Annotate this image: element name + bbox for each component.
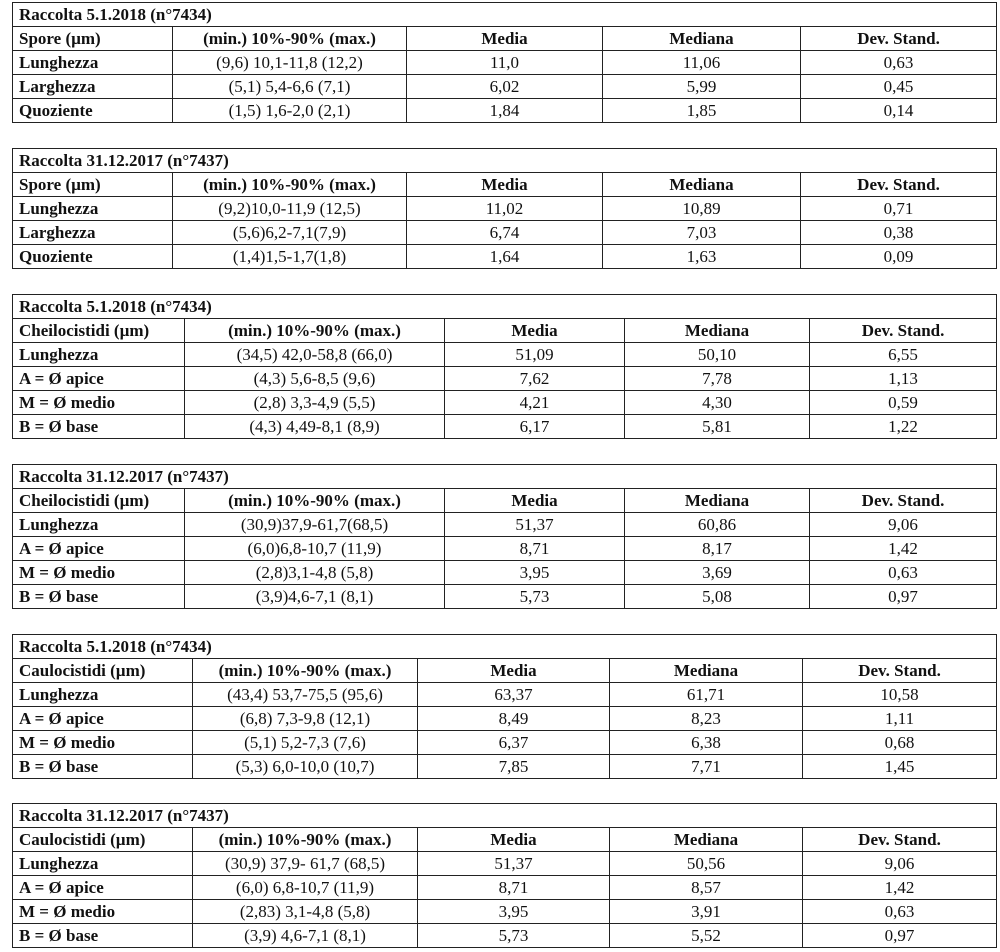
row-label: Larghezza <box>13 75 173 99</box>
header-median: Mediana <box>625 489 810 513</box>
cell-mean: 7,62 <box>445 367 625 391</box>
table-row <box>13 924 997 948</box>
table-row <box>13 367 997 391</box>
cell-stddev: 0,45 <box>801 75 997 99</box>
cell-range: (4,3) 4,49-8,1 (8,9) <box>185 415 445 439</box>
cheilocistidi-table-7437 <box>12 464 997 609</box>
table-row <box>13 343 997 367</box>
caulocistidi-table-7434 <box>12 634 997 779</box>
table-row <box>13 707 997 731</box>
cell-range: (34,5) 42,0-58,8 (66,0) <box>185 343 445 367</box>
cell-mean: 3,95 <box>418 900 610 924</box>
cell-median: 1,85 <box>603 99 801 123</box>
table-row <box>13 683 997 707</box>
header-mean: Media <box>445 489 625 513</box>
row-label: Quoziente <box>13 99 173 123</box>
cell-range: (5,1) 5,4-6,6 (7,1) <box>173 75 407 99</box>
table-row <box>13 731 997 755</box>
row-label: B = Ø base <box>13 415 185 439</box>
cell-stddev: 6,55 <box>810 343 997 367</box>
cell-range: (9,2)10,0-11,9 (12,5) <box>173 197 407 221</box>
cell-range: (2,8) 3,3-4,9 (5,5) <box>185 391 445 415</box>
cell-stddev: 0,38 <box>801 221 997 245</box>
table-row <box>13 99 997 123</box>
header-measure: Cheilocistidi (µm) <box>13 319 185 343</box>
table-caption: Raccolta 5.1.2018 (n°7434) <box>13 295 997 319</box>
cell-stddev: 10,58 <box>803 683 997 707</box>
row-label: B = Ø base <box>13 924 193 948</box>
header-mean: Media <box>407 27 603 51</box>
cell-range: (6,0)6,8-10,7 (11,9) <box>185 537 445 561</box>
cell-range: (4,3) 5,6-8,5 (9,6) <box>185 367 445 391</box>
row-label: M = Ø medio <box>13 391 185 415</box>
row-label: Lunghezza <box>13 51 173 75</box>
cell-stddev: 1,13 <box>810 367 997 391</box>
cell-range: (1,5) 1,6-2,0 (2,1) <box>173 99 407 123</box>
cell-mean: 6,17 <box>445 415 625 439</box>
row-label: A = Ø apice <box>13 537 185 561</box>
cheilocistidi-table-7434 <box>12 294 997 439</box>
header-measure: Spore (µm) <box>13 173 173 197</box>
cell-range: (1,4)1,5-1,7(1,8) <box>173 245 407 269</box>
cell-mean: 5,73 <box>418 924 610 948</box>
cell-range: (43,4) 53,7-75,5 (95,6) <box>193 683 418 707</box>
cell-median: 5,52 <box>610 924 803 948</box>
row-label: Lunghezza <box>13 197 173 221</box>
cell-range: (30,9)37,9-61,7(68,5) <box>185 513 445 537</box>
cell-range: (3,9) 4,6-7,1 (8,1) <box>193 924 418 948</box>
header-median: Mediana <box>610 828 803 852</box>
table-row <box>13 415 997 439</box>
spore-table-7437 <box>12 148 997 269</box>
cell-range: (2,83) 3,1-4,8 (5,8) <box>193 900 418 924</box>
table-row <box>13 221 997 245</box>
cell-mean: 51,37 <box>418 852 610 876</box>
cell-mean: 6,02 <box>407 75 603 99</box>
cell-mean: 3,95 <box>445 561 625 585</box>
table-row <box>13 755 997 779</box>
table-caption: Raccolta 31.12.2017 (n°7437) <box>13 465 997 489</box>
table-row <box>13 561 997 585</box>
header-measure: Cheilocistidi (µm) <box>13 489 185 513</box>
cell-median: 61,71 <box>610 683 803 707</box>
row-label: Lunghezza <box>13 852 193 876</box>
cell-median: 50,10 <box>625 343 810 367</box>
table-row <box>13 537 997 561</box>
header-range: (min.) 10%-90% (max.) <box>185 319 445 343</box>
cell-median: 7,78 <box>625 367 810 391</box>
cell-median: 8,57 <box>610 876 803 900</box>
cell-mean: 7,85 <box>418 755 610 779</box>
table-caption: Raccolta 5.1.2018 (n°7434) <box>13 635 997 659</box>
cell-stddev: 0,14 <box>801 99 997 123</box>
cell-median: 50,56 <box>610 852 803 876</box>
cell-median: 8,23 <box>610 707 803 731</box>
header-stddev: Dev. Stand. <box>803 828 997 852</box>
row-label: A = Ø apice <box>13 367 185 391</box>
row-label: M = Ø medio <box>13 561 185 585</box>
cell-stddev: 0,59 <box>810 391 997 415</box>
cell-stddev: 1,45 <box>803 755 997 779</box>
caulocistidi-table-7437 <box>12 803 997 948</box>
row-label: Quoziente <box>13 245 173 269</box>
header-mean: Media <box>418 659 610 683</box>
cell-mean: 6,37 <box>418 731 610 755</box>
row-label: B = Ø base <box>13 585 185 609</box>
row-label: B = Ø base <box>13 755 193 779</box>
table-row <box>13 876 997 900</box>
cell-stddev: 9,06 <box>810 513 997 537</box>
row-label: Lunghezza <box>13 683 193 707</box>
cell-mean: 1,64 <box>407 245 603 269</box>
cell-range: (2,8)3,1-4,8 (5,8) <box>185 561 445 585</box>
header-range: (min.) 10%-90% (max.) <box>173 173 407 197</box>
table-row <box>13 585 997 609</box>
cell-range: (5,3) 6,0-10,0 (10,7) <box>193 755 418 779</box>
cell-mean: 5,73 <box>445 585 625 609</box>
header-mean: Media <box>407 173 603 197</box>
cell-stddev: 0,09 <box>801 245 997 269</box>
cell-stddev: 1,42 <box>803 876 997 900</box>
cell-median: 3,91 <box>610 900 803 924</box>
table-caption: Raccolta 5.1.2018 (n°7434) <box>13 3 997 27</box>
row-label: Lunghezza <box>13 343 185 367</box>
table-row <box>13 245 997 269</box>
cell-median: 8,17 <box>625 537 810 561</box>
cell-mean: 6,74 <box>407 221 603 245</box>
cell-range: (3,9)4,6-7,1 (8,1) <box>185 585 445 609</box>
cell-median: 60,86 <box>625 513 810 537</box>
header-stddev: Dev. Stand. <box>801 173 997 197</box>
cell-stddev: 1,42 <box>810 537 997 561</box>
row-label: A = Ø apice <box>13 707 193 731</box>
cell-median: 5,81 <box>625 415 810 439</box>
header-measure: Caulocistidi (µm) <box>13 659 193 683</box>
header-mean: Media <box>418 828 610 852</box>
cell-stddev: 0,63 <box>801 51 997 75</box>
cell-range: (5,6)6,2-7,1(7,9) <box>173 221 407 245</box>
cell-mean: 51,09 <box>445 343 625 367</box>
cell-mean: 8,71 <box>445 537 625 561</box>
header-median: Mediana <box>603 27 801 51</box>
header-measure: Spore (µm) <box>13 27 173 51</box>
table-row <box>13 51 997 75</box>
cell-median: 5,08 <box>625 585 810 609</box>
cell-mean: 11,02 <box>407 197 603 221</box>
cell-stddev: 0,68 <box>803 731 997 755</box>
cell-median: 11,06 <box>603 51 801 75</box>
cell-mean: 8,49 <box>418 707 610 731</box>
spore-table-7434 <box>12 2 997 123</box>
header-range: (min.) 10%-90% (max.) <box>173 27 407 51</box>
cell-mean: 51,37 <box>445 513 625 537</box>
header-range: (min.) 10%-90% (max.) <box>185 489 445 513</box>
row-label: M = Ø medio <box>13 900 193 924</box>
cell-median: 1,63 <box>603 245 801 269</box>
header-stddev: Dev. Stand. <box>810 319 997 343</box>
header-mean: Media <box>445 319 625 343</box>
row-label: Lunghezza <box>13 513 185 537</box>
cell-range: (5,1) 5,2-7,3 (7,6) <box>193 731 418 755</box>
cell-range: (6,8) 7,3-9,8 (12,1) <box>193 707 418 731</box>
cell-stddev: 1,11 <box>803 707 997 731</box>
cell-mean: 8,71 <box>418 876 610 900</box>
header-stddev: Dev. Stand. <box>801 27 997 51</box>
table-row <box>13 513 997 537</box>
header-stddev: Dev. Stand. <box>803 659 997 683</box>
header-stddev: Dev. Stand. <box>810 489 997 513</box>
cell-mean: 63,37 <box>418 683 610 707</box>
table-row <box>13 852 997 876</box>
cell-median: 10,89 <box>603 197 801 221</box>
cell-range: (9,6) 10,1-11,8 (12,2) <box>173 51 407 75</box>
cell-median: 7,71 <box>610 755 803 779</box>
cell-stddev: 0,97 <box>810 585 997 609</box>
header-median: Mediana <box>603 173 801 197</box>
table-row <box>13 197 997 221</box>
cell-stddev: 1,22 <box>810 415 997 439</box>
cell-median: 7,03 <box>603 221 801 245</box>
header-measure: Caulocistidi (µm) <box>13 828 193 852</box>
cell-median: 5,99 <box>603 75 801 99</box>
cell-stddev: 0,97 <box>803 924 997 948</box>
cell-mean: 11,0 <box>407 51 603 75</box>
table-row <box>13 391 997 415</box>
cell-stddev: 9,06 <box>803 852 997 876</box>
cell-median: 6,38 <box>610 731 803 755</box>
row-label: A = Ø apice <box>13 876 193 900</box>
cell-stddev: 0,63 <box>803 900 997 924</box>
header-range: (min.) 10%-90% (max.) <box>193 828 418 852</box>
table-row <box>13 900 997 924</box>
table-caption: Raccolta 31.12.2017 (n°7437) <box>13 149 997 173</box>
table-row <box>13 75 997 99</box>
cell-stddev: 0,63 <box>810 561 997 585</box>
cell-mean: 4,21 <box>445 391 625 415</box>
header-median: Mediana <box>625 319 810 343</box>
row-label: Larghezza <box>13 221 173 245</box>
cell-median: 4,30 <box>625 391 810 415</box>
cell-range: (30,9) 37,9- 61,7 (68,5) <box>193 852 418 876</box>
cell-range: (6,0) 6,8-10,7 (11,9) <box>193 876 418 900</box>
table-caption: Raccolta 31.12.2017 (n°7437) <box>13 804 997 828</box>
header-range: (min.) 10%-90% (max.) <box>193 659 418 683</box>
header-median: Mediana <box>610 659 803 683</box>
row-label: M = Ø medio <box>13 731 193 755</box>
cell-mean: 1,84 <box>407 99 603 123</box>
cell-median: 3,69 <box>625 561 810 585</box>
cell-stddev: 0,71 <box>801 197 997 221</box>
